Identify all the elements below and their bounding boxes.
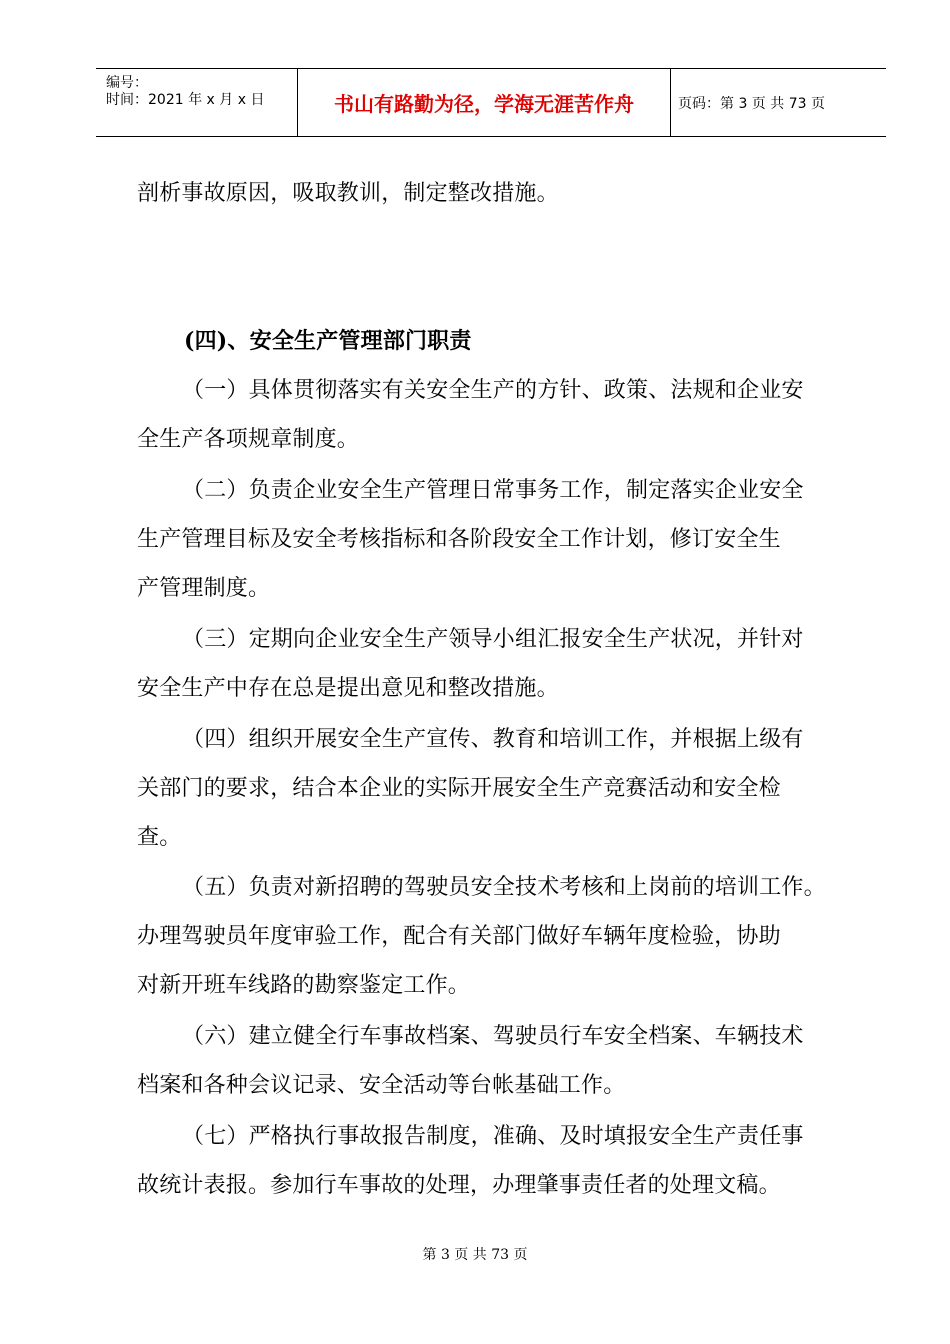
body-line: （三）定期向企业安全生产领导小组汇报安全生产状况，并针对 [182, 627, 804, 652]
body-line: 查。 [137, 825, 182, 850]
header-motto-cell [297, 69, 671, 136]
section-heading: (四)、安全生产管理部门职责 [184, 328, 472, 354]
body-line: 档案和各种会议记录、安全活动等台帐基础工作。 [137, 1073, 626, 1098]
body-line: 对新开班车线路的勘察鉴定工作。 [137, 973, 471, 998]
header-page-number: 页码：第 3 页 共 73 页 [678, 95, 825, 112]
body-line: （五）负责对新招聘的驾驶员安全技术考核和上岗前的培训工作。 [182, 875, 826, 900]
document-date-label: 时间：2021 年 x 月 x 日 [106, 92, 265, 108]
header-info-cell [96, 69, 296, 136]
header-motto: 书山有路勤为径，学海无涯苦作舟 [334, 92, 634, 116]
page-footer: 第 3 页 共 73 页 [422, 1247, 528, 1263]
body-line: 安全生产中存在总是提出意见和整改措施。 [137, 676, 559, 701]
body-line: 生产管理目标及安全考核指标和各阶段安全工作计划，修订安全生 [137, 527, 781, 552]
body-line: 故统计表报。参加行车事故的处理，办理肇事责任者的处理文稿。 [137, 1173, 781, 1198]
header-page-cell [670, 69, 886, 136]
document-number-label: 编号： [106, 75, 148, 91]
body-line: （一）具体贯彻落实有关安全生产的方针、政策、法规和企业安 [182, 378, 804, 403]
body-line: （七）严格执行事故报告制度，准确、及时填报安全生产责任事 [182, 1124, 804, 1149]
body-line: 剖析事故原因，吸取教训，制定整改措施。 [137, 181, 559, 206]
body-line: （四）组织开展安全生产宣传、教育和培训工作，并根据上级有 [182, 727, 804, 752]
body-line: 关部门的要求，结合本企业的实际开展安全生产竞赛活动和安全检 [137, 776, 781, 801]
body-line: （二）负责企业安全生产管理日常事务工作，制定落实企业安全 [182, 478, 804, 503]
body-line: 全生产各项规章制度。 [137, 427, 360, 452]
body-line: 办理驾驶员年度审验工作，配合有关部门做好车辆年度检验，协助 [137, 924, 781, 949]
body-line: 产管理制度。 [137, 576, 271, 601]
body-line: （六）建立健全行车事故档案、驾驶员行车安全档案、车辆技术 [182, 1024, 804, 1049]
page-header [96, 68, 886, 137]
